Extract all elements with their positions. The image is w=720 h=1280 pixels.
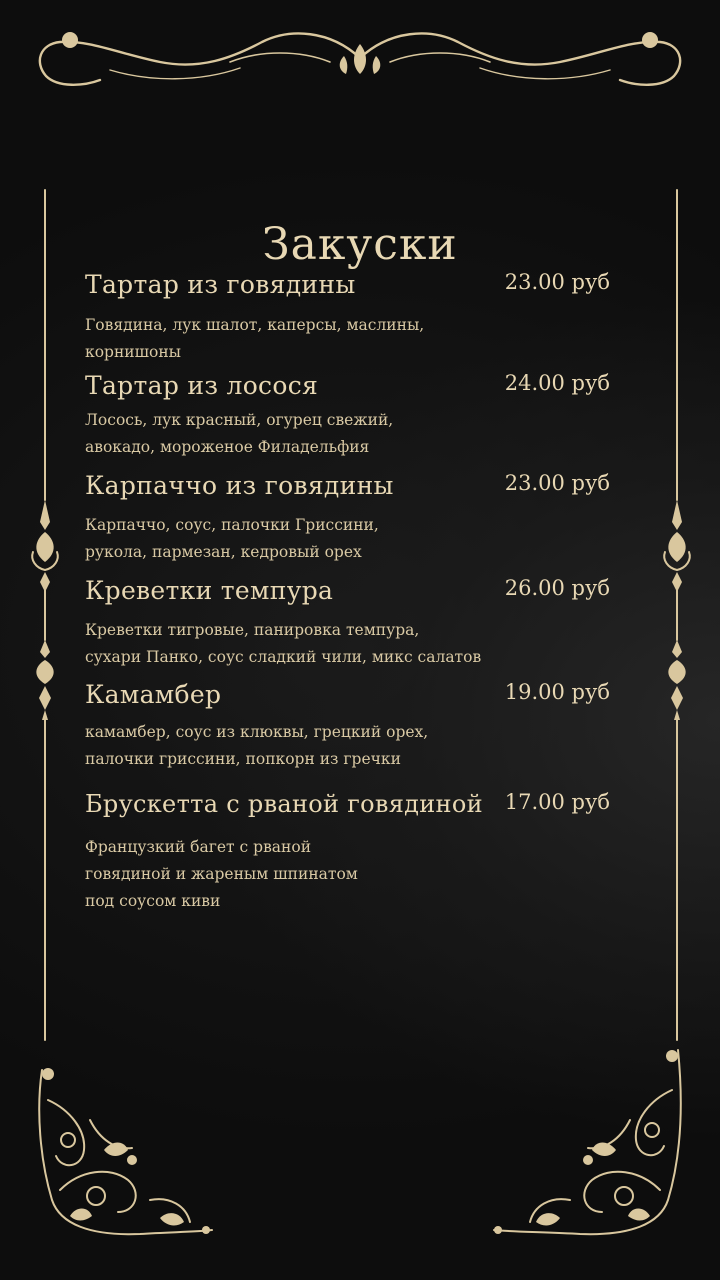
item-description [85, 512, 555, 566]
item-name: Тартар из говядины [85, 270, 356, 299]
item-name: Тартар из лосося [85, 371, 319, 400]
description-line: Французкий багет с рваной [85, 838, 312, 856]
description-line: палочки гриссини, попкорн из гречки [85, 750, 401, 768]
item-name: Камамбер [85, 680, 222, 709]
item-price: 24.00 руб [504, 371, 610, 395]
item-description [85, 312, 555, 366]
description-line: под соусом киви [85, 892, 221, 910]
description-line: Лосось, лук красный, огурец свежий, [85, 411, 394, 429]
floral-corner-icon [494, 1050, 681, 1234]
scroll-flourish-icon [40, 32, 680, 85]
item-description [85, 719, 555, 773]
item-price: 26.00 руб [504, 576, 610, 600]
item-price: 19.00 руб [504, 680, 610, 704]
item-price: 17.00 руб [504, 790, 610, 814]
description-line: корнишоны [85, 343, 182, 361]
item-price: 23.00 руб [504, 471, 610, 495]
item-price: 23.00 руб [504, 270, 610, 294]
item-name: Брускетта с рваной говядиной [85, 790, 483, 818]
floral-corner-icon [39, 1068, 212, 1234]
description-line: Карпаччо, соус, палочки Гриссини, [85, 516, 379, 534]
item-name: Карпаччо из говядины [85, 471, 394, 500]
page-title: Закуски [262, 219, 458, 271]
description-line: Говядина, лук шалот, каперсы, маслины, [85, 316, 425, 334]
description-line: авокадо, мороженое Филадельфия [85, 438, 370, 456]
ornate-vertical-border-icon [664, 190, 690, 1040]
item-description [85, 407, 555, 461]
description-line: рукола, пармезан, кедровый орех [85, 543, 362, 561]
item-description [85, 617, 555, 671]
item-name: Креветки темпура [85, 576, 334, 605]
description-line: камамбер, соус из клюквы, грецкий орех, [85, 723, 429, 741]
ornate-vertical-border-icon [32, 190, 58, 1040]
description-line: сухари Панко, соус сладкий чили, микс салатов [85, 648, 482, 666]
description-line: Креветки тигровые, панировка темпура, [85, 621, 420, 639]
item-description [85, 834, 555, 915]
description-line: говядиной и жареным шпинатом [85, 865, 358, 883]
